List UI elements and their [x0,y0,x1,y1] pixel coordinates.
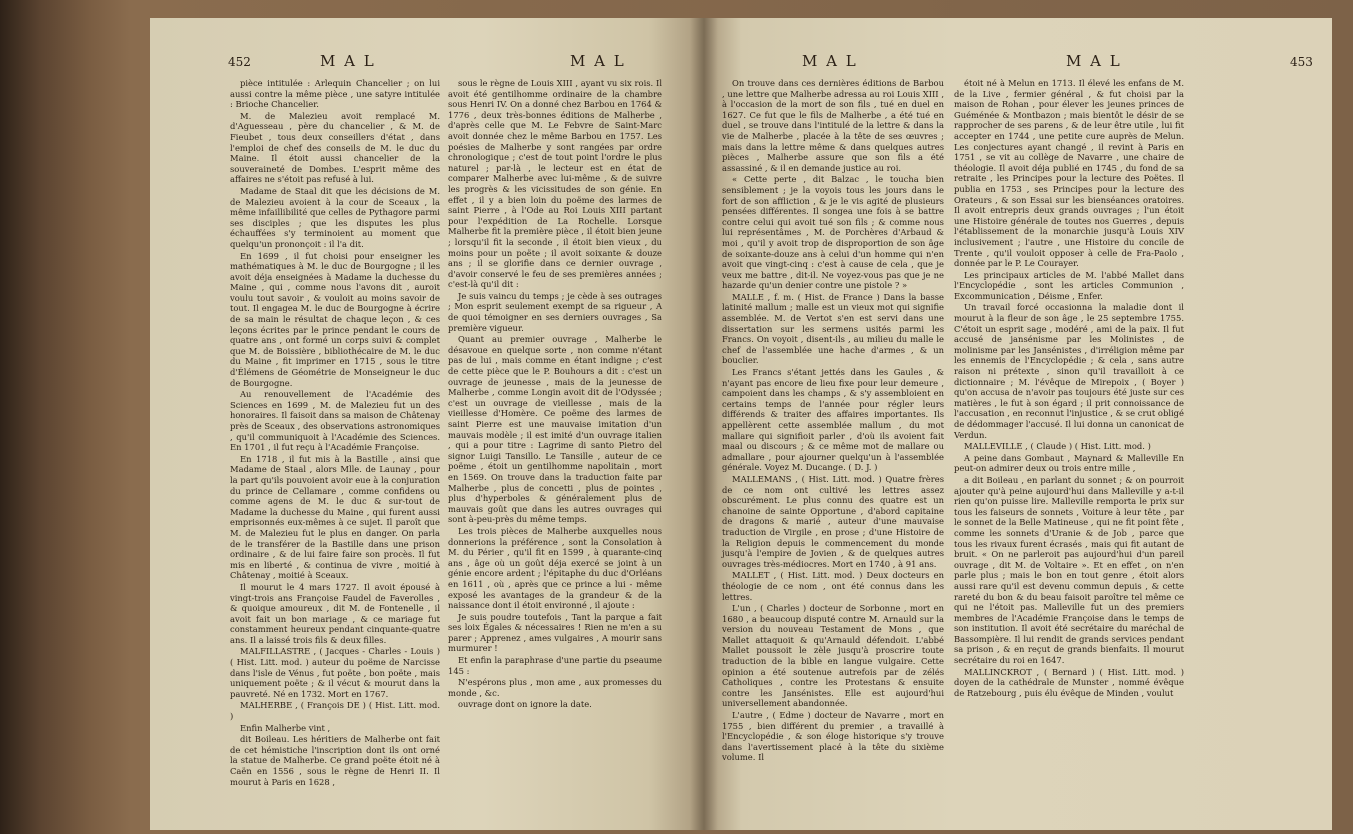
paragraph: étoit né à Melun en 1713. Il élevé les enfans de M. de la Live , fermier général , & fut choisi par la maison de Rohan , pour élever les jeunes princes de Guéménée & Montbazon ; mais bientôt le désir de se rapprocher de ses parens , & de leur être utile , lui fit accepter en 1744 , une petite cure auprès de Melun. Les conjectures ayant changé , il revint à Paris en 1751 , se vit au collège de Navarre , une chaire de théologie. Il avoit déja publié en 1745 , du fond de sa retraite , les Principes pour la lecture des Poëtes. Il publia en 1753 , ses Principes pour la lecture des Orateurs , & son Essai sur les bienséances oratoires. Il avoit entrepris deux grands ouvrages ; l'un étoit une Histoire générale de toutes nos Guerres , depuis l'établissement de la monarchie jusqu'à Louis XIV inclusivement ; l'autre , une Histoire du concile de Trente , qu'il vouloit opposer à celle de Fra-Paolo , donnée par le P. Le Courayer. [954,78,1184,269]
paragraph: MALLINCKROT , ( Bernard ) ( Hist. Litt. mod. ) doyen de la cathédrale de Munster , nommé évêque de Ratzebourg , puis élu évêque de Minden , voulut [954,666,1184,698]
paragraph: N'espérons plus , mon ame , aux promesses du monde , &c. [448,677,662,698]
paragraph: pièce intitulée : Arlequin Chancelier ; on lui aussi contre la même pièce , une satyre intitulée : Brioche Chancelier. [230,78,440,110]
right-running-head-1: M A L [802,52,858,70]
paragraph: Quant au premier ouvrage , Malherbe le désavoue en quelque sorte , non comme n'étant pas de lui , mais comme en étant indigne ; c'est de cette pièce que le P. Bouhours a dit : c'est un ouvrage de jeunesse , mais de la jeunesse de Malherbe , comme Longin avoit dit de l'Odyssée ; c'est un ouvrage de vieillesse , mais de la vieillesse d'Homère. Ce poëme des larmes de saint Pierre est une mauvaise imitation d'un mauvais modèle ; il est imité d'un ouvrage italien , qui a pour titre : Lagrime di santo Pietro del signor Luigi Tansillo. Le Tansille , auteur de ce poëme , étoit un gentilhomme napolitain , mort en 1569. On trouve dans la traduction faite par Malherbe , plus de concetti , plus de pointes , plus d'hyperboles & généralement plus de mauvais goût que dans les autres ouvrages qui sont à-peu-près du même temps. [448,334,662,525]
paragraph: dit Boileau. Les héritiers de Malherbe ont fait de cet hémistiche l'inscription dont ils ont orné la statue de Malherbe. Ce grand poëte étoit né à Caën en 1556 , sous le règne de Henri II. Il mourut à Paris en 1628 , [230,734,440,787]
paragraph: MALLEVILLE , ( Claude ) ( Hist. Litt. mod. ) [964,441,1151,452]
paragraph: Les Francs s'étant jettés dans les Gaules , & n'ayant pas encore de lieu fixe pour leur demeure , campoient dans les champs , & s'y assembloient en certains temps de l'année pour régler leurs différends & traiter des affaires importantes. Ils appellèrent cette assemblée mallum , du mot mallare qui signifioit parler , d'où ils avoient fait maal ou discours ; & ce même mot de mallare ou admallare , pour ajourner quelqu'un à l'assemblée générale. Voyez M. Ducange. ( D. J. ) [722,367,944,473]
paragraph: Les principaux articles de M. l'abbé Mallet dans l'Encyclopédie , sont les articles Communion , Excommunication , Déisme , Enfer. [954,269,1184,301]
right-column-2 [954,78,1184,699]
left-column-2 [448,78,662,711]
paragraph: Et enfin la paraphrase d'une partie du pseaume 145 : [448,655,662,676]
paragraph: « Cette perte , dit Balzac , le toucha bien sensiblement ; je la voyois tous les jours dans le fort de son affliction , & je le vis agité de plusieurs pensées différentes. Il songea une fois à se battre contre celui qui avoit tué son fils ; & comme nous lui représentâmes , M. de Porchères d'Arbaud & moi , qu'il y avoit trop de disproportion de son âge de soixante-douze ans à celui d'un homme qui n'en avoit que vingt-cinq : c'est à cause de cela , que je veux me battre , dit-il. Ne voyez-vous pas que je ne hazarde qu'un denier contre une pistole ? » [722,174,944,291]
left-column-1 [230,78,440,788]
paragraph: ouvrage dont on ignore la date. [458,699,592,710]
paragraph: On trouve dans ces dernières éditions de Barbou , une lettre que Malherbe adressa au roi Louis XIII , à l'occasion de la mort de son fils , tué en duel en 1627. Ce fut que le fils de Malherbe , a été tué en duel , se trouve dans l'intitulé de la lettre & dans la vie de Malherbe , placée à la tête de ses œuvres ; mais dans la lettre même & dans quelques autres pièces , Malherbe assure que son fils a été assassiné , & il en demande justice au roi. [722,78,944,173]
paragraph: MALLE , f. m. ( Hist. de France ) Dans la basse latinité mallum ; malle est un vieux mot qui signifie assemblée. M. de Vertot s'en est servi dans une dissertation sur les sermens usités parmi les Francs. On voyoit , disent-ils , au milieu du malle le chef de l'assemblée une hache d'armes , & un bouclier. [722,291,944,366]
paragraph: Madame de Staal dit que les décisions de M. de Malezieu avoient à la cour de Sceaux , la même infaillibilité que celles de Pythagore parmi ses disciples ; que les disputes les plus échauffées s'y terminoient au moment que quelqu'un prononçoit : il l'a dit. [230,185,440,249]
paragraph: MALFILLASTRE , ( Jacques - Charles - Louis ) ( Hist. Litt. mod. ) auteur du poëme de Narcisse dans l'isle de Vénus , fut poëte , bon poëte , mais uniquement poëte ; & il vécut & mourut dans la pauvreté. Né en 1732. Mort en 1767. [230,646,440,699]
paragraph: sous le règne de Louis XIII , ayant vu six rois. Il avoit été gentilhomme ordinaire de la chambre sous Henri IV. On a donné chez Barbou en 1764 & 1776 , deux très-bonnes éditions de Malherbe , d'après celle que M. Le Febvre de Saint-Marc avoit donnée chez le même Barbou en 1757. Les poésies de Malherbe y sont rangées par ordre chronologique ; c'est de tout point l'ordre le plus naturel ; par-là , le lecteur est en état de comparer Malherbe avec lui-même , & de suivre les progrès & les vicissitudes de son génie. En effet , il y a bien loin du poëme des larmes de saint Pierre , à l'Ode au Roi Louis XIII partant pour l'expédition de La Rochelle. Lorsque Malherbe fit la première pièce , il étoit bien jeune ; lorsqu'il fit la seconde , il étoit bien vieux , du moins pour un poëte ; il avoit soixante & douze ans ; il se glorifie dans ce dernier ouvrage , d'avoir conservé le feu de ses premières années ; c'est-là qu'il dit : [448,78,662,290]
left-page [150,18,704,830]
left-running-head-1: M A L [320,52,376,70]
paragraph: MALHERBE , ( François DE ) ( Hist. Litt. mod. ) [230,700,440,722]
right-column-1 [722,78,944,764]
paragraph: L'autre , ( Edme ) docteur de Navarre , mort en 1755 , bien différent du premier , a travaillé à l'Encyclopédie , & son éloge historique s'y trouve dans l'avertissement placé à la tête du sixième volume. Il [722,710,944,763]
left-running-head-2: M A L [570,52,626,70]
paragraph: En 1718 , il fut mis à la Bastille , ainsi que Madame de Staal , alors Mlle. de Launay , pour la part qu'ils pouvoient avoir eue à la conjuration du prince de Cellamare , comme confidens ou comme agens de M. le duc & sur-tout de Madame la duchesse du Maine , qui furent aussi emprisonnés eux-mêmes à ce sujet. Il paroît que M. de Malezieu fut le plus en danger. On parla de le transférer de la Bastille dans une prison ordinaire , & de lui faire faire son procès. Il fut mis en liberté , & continua de vivre , moitié à Châtenay , moitié à Sceaux. [230,453,440,581]
right-page [704,18,1332,830]
book-gutter [690,18,718,830]
paragraph: MALLET , ( Hist. Litt. mod. ) Deux docteurs en théologie de ce nom , ont été connus dans les lettres. [722,570,944,602]
left-page-number: 452 [228,55,251,69]
paragraph: Il mourut le 4 mars 1727. Il avoit épousé à vingt-trois ans Françoise Faudel de Faverolles , & quoique amoureux , dit M. de Fontenelle , il avoit fait un bon mariage , & ce mariage fut constamment heureux pendant cinquante-quatre ans. Il a laissé trois fils & deux filles. [230,581,440,645]
paragraph: Les trois pièces de Malherbe auxquelles nous donnerions la préférence , sont la Consolation à M. du Périer , qu'il fit en 1599 , à quarante-cinq ans , âge où un goût déja exercé se joint à un génie encore ardent ; l'épitaphe du duc d'Orléans en 1611 , où , après que ce prince a lui - même exposé les avantages de la grandeur & de la naissance dont il étoit environné , il ajoute : [448,525,662,611]
paragraph: a dit Boileau , en parlant du sonnet ; & on pourroit ajouter qu'à peine aujourd'hui dans Malleville y a-t-il rien qu'on puisse lire. Malleville remporta le prix sur tous les faiseurs de sonnets , Voiture à leur tête , par le sonnet de la Belle Matineuse , qui ne fit point fête , comme les sonnets d'Uranie & de Job , parce que tous les rivaux furent écrasés , mais qui fit autant de bruit. « On ne parleroit pas aujourd'hui d'un pareil ouvrage , dit M. de Voltaire ». Et en effet , on n'en parle plus ; mais le bon en tout genre , étoit alors aussi rare qu'il est devenu commun depuis , & cette rareté du bon & du beau faisoit paroître tel même ce qui ne l'étoit pas. Malleville fut un des premiers membres de l'Académie Françoise dans le temps de son institution. Il avoit été secrétaire du maréchal de Bassompière. Il lui rendit de grands services pendant sa prison , & en reçut de grands bienfaits. Il mourut secrétaire du roi en 1647. [954,474,1184,666]
paragraph: M. de Malezieu avoit remplacé M. d'Aguesseau , père du chancelier , & M. de Fieubet , tous deux conseillers d'état , dans l'emploi de chef des conseils de M. le duc du Maine. Il étoit aussi chancelier de la souveraineté de Dombes. L'esprit même des affaires ne s'étoit pas refusé à lui. [230,110,440,185]
paragraph: Un travail forcé occasionna la maladie dont il mourut à la fleur de son âge , le 25 septembre 1755. C'étoit un esprit sage , modéré , ami de la paix. Il fut accusé de jansénisme par les Molinistes , de molinisme par les Jansénistes , d'irréligion même par les ennemis de l'Encyclopédie ; & cela , sans autre raison ni prétexte , sinon qu'il travailloit à ce dictionnaire ; M. l'évêque de Mirepoix , ( Boyer ) qu'on accusa de n'avoir pas toujours été juste sur ces matières , le fut à son égard ; il prit connoissance de l'accusation , en reconnut l'injustice , & se crut obligé de dédommager l'accusé. Il lui donna un canonicat de Verdun. [954,302,1184,440]
paragraph: A peine dans Gombaut , Maynard & Malleville En peut-on admirer deux ou trois entre mille , [954,452,1184,474]
paragraph: Au renouvellement de l'Académie des Sciences en 1699 , M. de Malezieu fut un des honoraires. Il faisoit dans sa maison de Châtenay près de Sceaux , des observations astronomiques , qu'il communiquoit à l'Académie des Sciences. En 1701 , il fut reçu à l'Académie Françoise. [230,389,440,453]
right-page-number: 453 [1290,55,1313,69]
right-running-head-2: M A L [1066,52,1122,70]
paragraph: En 1699 , il fut choisi pour enseigner les mathématiques à M. le duc de Bourgogne ; il les avoit déja enseignées à Madame la duchesse du Maine , qui , comme nous l'avons dit , auroit voulu tout savoir , & vouloit au moins savoir de tout. Il engagea M. le duc de Bourgogne à écrire de sa main le résultat de chaque leçon , & ces leçons écrites par le prince pendant le cours de quatre ans , ont formé un corps suivi & complet que M. de Boissière , bibliothécaire de M. le duc du Maine , fit imprimer en 1715 , sous le titre d'Élémens de Géométrie de Monseigneur le duc de Bourgogne. [230,250,440,388]
paragraph: Je suis poudre toutefois , Tant la parque a fait ses loix Égales & nécessaires ! Rien ne m'en a su parer ; Apprenez , ames vulgaires , A mourir sans murmurer ! [448,611,662,654]
paragraph: MALLEMANS , ( Hist. Litt. mod. ) Quatre frères de ce nom ont cultivé les lettres assez obscurément. Le plus connu des quatre est un chanoine de sainte Opportune , d'abord capitaine de dragons & marié , auteur d'une mauvaise traduction de Virgile , en prose ; d'une Histoire de la Religion depuis le commencement du monde jusqu'à l'empire de Jovien , & de quelques autres ouvrages très-médiocres. Mort en 1740 , à 91 ans. [722,473,944,569]
paragraph: L'un , ( Charles ) docteur de Sorbonne , mort en 1680 , a beaucoup disputé contre M. Arnauld sur la version du nouveau Testament de Mons , que Mallet attaquoit & qu'Arnauld défendoit. L'abbé Mallet poussoit le zèle jusqu'à proscrire toute traduction de la bible en langue vulgaire. Cette opinion a été soutenue autrefois par de zélés Catholiques , contre les Protestans & ensuite contre les Jansénistes. Elle est aujourd'hui universellement abandonnée. [722,603,944,709]
paragraph: Je suis vaincu du temps ; je cède à ses outrages ; Mon esprit seulement exempt de sa rigueur , A de quoi témoigner en ses derniers ouvrages , Sa première vigueur. [448,290,662,333]
paragraph: Enfin Malherbe vint , [240,722,331,733]
